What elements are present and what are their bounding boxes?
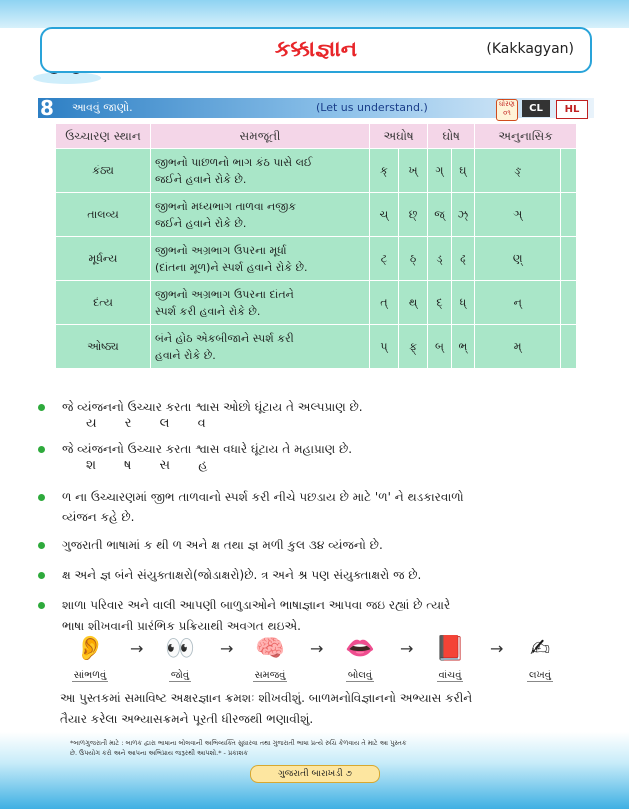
arrow-icon: → [220,639,234,658]
header-ghosh: ઘોષ [428,124,474,148]
letter-cell: ઠ્ [399,237,427,280]
header-description: સમજૂતી [151,124,369,148]
understand-label-gujarati: આવવું જાણો. [72,101,133,114]
arrow-icon: → [130,639,144,658]
letter-cell: ત્ [370,281,398,324]
step-label: વાંચવું [438,670,462,681]
footnote-line: *બાળગુજરાતી માટે : બાળક દ્વારા ભાષાના બોલવાની અભિવ્યક્તિ સુધારવા તથા ગુજરાતી ભાષા પ્રત્યે રુચિ કેળવાય તે માટે આ પુસ્તક [70,739,407,747]
bullet-dot [38,572,45,579]
table-row [56,149,576,192]
grade-badge: ધોરણ ૦૧ [496,99,518,121]
book-icon: 📕 [435,634,465,662]
hl-badge: HL [556,100,588,119]
letter-cell: ણ્ [475,237,560,280]
bullet-dot [38,494,45,501]
bullet-dot [38,602,45,609]
letter-cell: દ્ [428,281,450,324]
arrow-icon: → [400,639,414,658]
footnote-line: છે. ઉપયોગ કરો અને આપના અભિપ્રાય જરૂરથી આપશો.* - પ્રકાશક [70,749,248,757]
top-sky-band [0,0,629,28]
ear-icon: 👂 [75,634,105,662]
empty-cell [561,193,576,236]
desc-line: જીભનો મધ્યભાગ તાળવા નજીક [155,199,297,213]
header-anunasik: અનુનાસિક [475,124,576,148]
bullet-text: વ્યંજન કહે છે. [62,510,135,524]
step-label: જોવું [170,670,190,681]
letter-cell: ઞ્ [475,193,560,236]
bullet-text: ભાષા શીખવાની પ્રારંભિક પ્રક્રિયાથી અવગત થઇએ. [62,619,301,633]
letter-cell: ઢ્ [452,237,475,280]
letter-cell: ભ્ [452,325,475,368]
step-label: સાંભળવું [73,670,107,681]
row-place: મૂર્ધન્ય [56,237,150,280]
page-number-label: ગુજરાતી બારાખડી ૭ [250,765,380,783]
row-place: ઓષ્ઠ્ય [56,325,150,368]
step-label: લખવું [528,670,551,681]
step-write [510,633,570,682]
letter-cell: ડ્ [428,237,450,280]
footnote [70,738,550,758]
desc-line: જઈને હવાને રોકે છે. [155,216,247,230]
paragraph-line: તૈયાર કરેલા અભ્યાસક્રમને પૂરતી ધીરજથી ભણાવીશું. [60,712,314,726]
step-label: સમજવું [254,670,286,681]
pencil-hand-icon: ✍ [529,634,551,662]
arrow-icon: → [310,639,324,658]
letter-cell: ક્ [370,149,398,192]
bullet-dot [38,404,45,411]
step-speak [330,633,390,682]
letter-cell: ધ્ [452,281,475,324]
desc-line: બંને હોઠ એકબીજાને સ્પર્શ કરી [155,331,294,345]
cl-badge: CL [522,100,550,117]
example-alpaprana: ય ર લ વ [86,416,208,431]
letter-cell: ઝ્ [452,193,475,236]
row-description [151,281,369,324]
info-icon: 8 [40,96,54,120]
row-place: કંઠ્ય [56,149,150,192]
empty-cell [561,149,576,192]
table-row [56,325,576,368]
letter-cell: ઘ્ [452,149,475,192]
letter-cell: ખ્ [399,149,427,192]
page-title: કક્કાજ્ઞાન [274,37,358,62]
row-description [151,193,369,236]
table-row [56,237,576,280]
header-aghosh: અઘોષ [370,124,427,148]
letter-cell: છ્ [399,193,427,236]
letter-cell: પ્ [370,325,398,368]
step-understand [240,633,300,682]
row-description [151,149,369,192]
arrow-icon: → [490,639,504,658]
paragraph-line: આ પુસ્તકમાં સમાવિષ્ટ અક્ષરજ્ઞાન ક્રમશઃ શીખવીશું. બાળમનોવિજ્ઞાનનો અભ્યાસ કરીને [60,691,473,705]
letter-cell: બ્ [428,325,450,368]
row-description [151,237,369,280]
letter-cell: થ્ [399,281,427,324]
step-read [420,633,480,682]
phonetics-table [55,123,577,369]
header-place: ઉચ્ચારણ સ્થાન [56,124,150,148]
bullet-text: જે વ્યંજનનો ઉચ્ચાર કરતા શ્વાસ વધારે ઘૂંટાય તે મહાપ્રાણ છે. [62,442,353,456]
bullet-text: જે વ્યંજનનો ઉચ્ચાર કરતા શ્વાસ ઓછો ઘૂંટાય તે અલ્પપ્રાણ છે. [62,400,363,414]
title-bar [40,27,592,73]
empty-cell [561,237,576,280]
letter-cell: ન્ [475,281,560,324]
bullet-text: ગુજરાતી ભાષામાં ક થી ળ અને ક્ષ તથા જ્ઞ મળી કુલ ૩૪ વ્યંજનો છે. [62,538,383,552]
step-listen [60,633,120,682]
letter-cell: ચ્ [370,193,398,236]
step-see [150,633,210,682]
closing-paragraph [60,688,580,730]
eyes-icon: 👀 [165,634,195,662]
letter-cell: મ્ [475,325,560,368]
table-header-row [56,124,576,148]
empty-cell [561,281,576,324]
letter-cell: ગ્ [428,149,450,192]
row-place: દંત્ય [56,281,150,324]
desc-line: જીભનો પાછળનો ભાગ કંઠ પાસે લઈ [155,155,313,169]
bullet-text: ળ ના ઉચ્ચારણમાં જીભ તાળવાનો સ્પર્શ કરી નીચે પછડાય છે માટે 'ળ' ને થડકારવાળો [62,490,464,504]
bullet-text: ક્ષ અને જ્ઞ બંને સંયુક્તાક્ષરો(જોડાક્ષરો)છે. ત્ર અને શ્ર પણ સંયુક્તાક્ષરો જ છે. [62,568,422,582]
letter-cell: જ્ [428,193,450,236]
understand-label-english: (Let us understand.) [316,101,428,114]
bullet-text: શાળા પરિવાર અને વાલી આપણી બાળુડાઓને ભાષાજ્ઞાન આપવા જઇ રહ્યાં છે ત્યારે [62,598,451,612]
desc-line: હવાને રોકે છે. [155,348,216,362]
lips-icon: 👄 [345,634,375,662]
bullet-dot [38,542,45,549]
table-row [56,281,576,324]
desc-line: સ્પર્શ કરી હવાને રોકે છે. [155,304,261,318]
desc-line: (દાંતના મૂળ)ને સ્પર્શ હવાને રોકે છે. [155,260,308,274]
desc-line: જઈને હવાને રોકે છે. [155,172,247,186]
letter-cell: ફ્ [399,325,427,368]
desc-line: જીભનો અગ્રભાગ ઉપરના મૂર્ધા [155,243,287,257]
letter-cell: ઙ્ [475,149,560,192]
empty-cell [561,325,576,368]
row-place: તાલવ્ય [56,193,150,236]
desc-line: જીભનો અગ્રભાગ ઉપરના દાંતને [155,287,294,301]
page-title-english: (Kakkagyan) [486,41,574,57]
bullet-dot [38,446,45,453]
learning-steps [60,633,580,683]
brain-icon: 🧠 [255,634,285,662]
step-label: બોલવું [347,670,373,681]
row-description [151,325,369,368]
example-mahaprana: શ ષ સ હ [86,458,210,473]
letter-cell: ટ્ [370,237,398,280]
table-row [56,193,576,236]
